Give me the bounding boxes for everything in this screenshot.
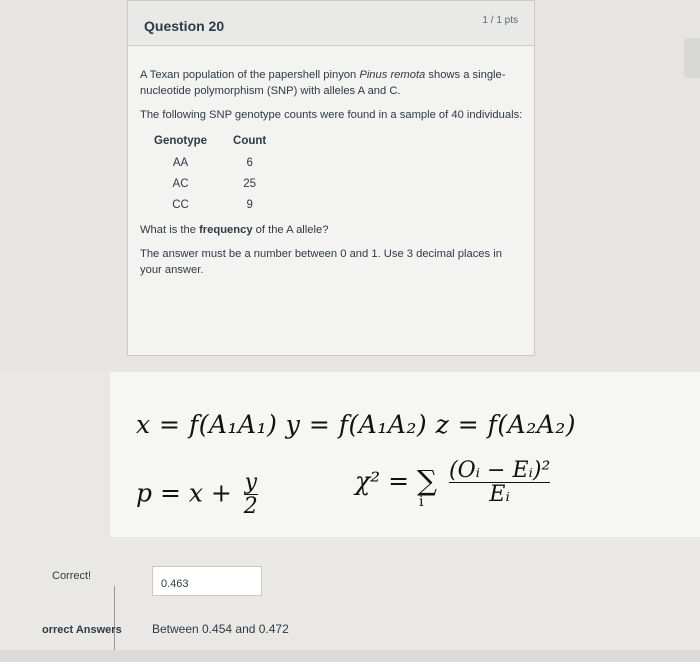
question-paragraph-1: A Texan population of the papershell pinyon Pinus remota shows a single-nucleotide polymorphism (SNP) with alleles A and C. (140, 69, 506, 97)
count-cell: 25 (243, 178, 257, 190)
sigma-symbol: ∑ i (417, 463, 438, 510)
species-name: Pinus remota (359, 69, 426, 81)
question-points: 1 / 1 pts (482, 15, 518, 26)
fraction: $\frac{y}{2}$ (243, 470, 258, 519)
question-paragraph-2: The following SNP genotype counts were found in a sample of 40 individuals: (140, 109, 523, 121)
question-body (140, 67, 524, 286)
question-header (128, 1, 534, 46)
genotype-cell: AA (172, 157, 189, 169)
chi-square-formula: χ² = ∑ i $\frac{\text{(Oᵢ − Eᵢ)²}}{\text{Eᵢ}}$ (355, 458, 551, 510)
question-instructions: The answer must be a number between 0 and 1. Use 3 decimal places in your answer. (140, 248, 502, 276)
correct-label: Correct! (52, 570, 92, 582)
table-header-count: Count (233, 135, 267, 147)
bottom-strip (0, 650, 700, 662)
genotype-table (154, 131, 278, 216)
question-title: Question 20 (144, 18, 225, 34)
window-edge (684, 38, 700, 78)
prompt-emphasis: frequency (199, 224, 253, 236)
genotype-frequency-formulas: x = f(A₁A₁) y = f(A₁A₂) z = f(A₂A₂) (136, 410, 577, 439)
table-row (154, 174, 278, 195)
correct-answers-label: orrect Answers (42, 624, 122, 636)
fraction: $\frac{\text{(Oᵢ − Eᵢ)²}}{\text{Eᵢ}}$ (448, 458, 551, 507)
question-prompt: What is the frequency of the A allele? (140, 224, 329, 236)
table-row (154, 153, 278, 174)
allele-frequency-formula: p = x + $\frac{y}{2}$ (136, 470, 258, 519)
user-answer-field: 0.463 (152, 566, 262, 596)
table-header-genotype: Genotype (154, 135, 208, 147)
genotype-cell: AC (172, 178, 189, 190)
count-cell: 6 (246, 157, 253, 169)
question-card (127, 0, 535, 356)
count-cell: 9 (246, 199, 253, 211)
table-row (154, 195, 278, 216)
accepted-answer-range: Between 0.454 and 0.472 (152, 622, 289, 636)
genotype-cell: CC (172, 199, 189, 211)
